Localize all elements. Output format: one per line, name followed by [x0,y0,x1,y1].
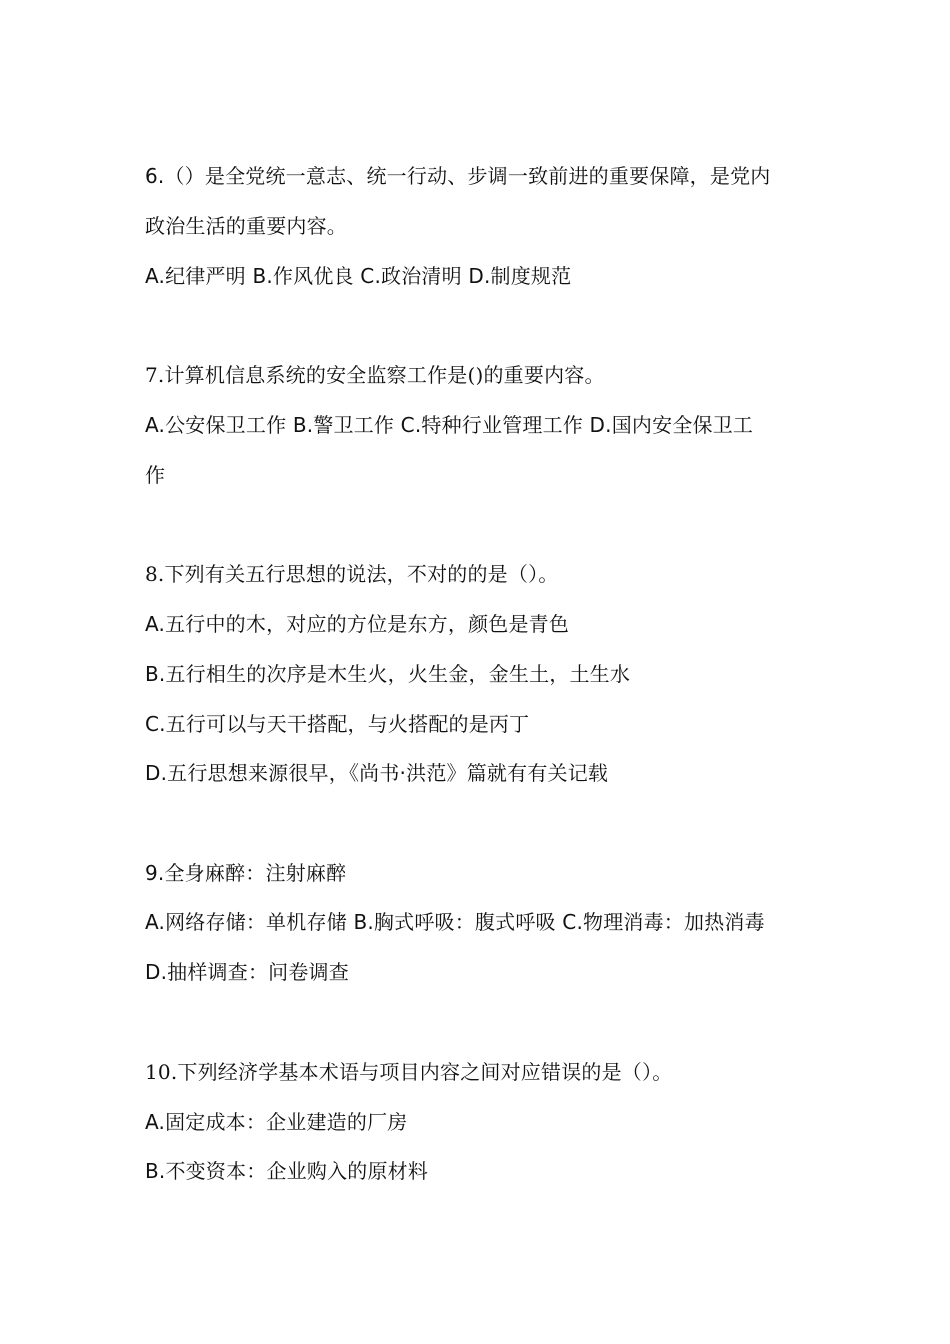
question-9-options-line-2: D.抽样调查：问卷调查 [145,960,349,984]
question-7-stem: 7.计算机信息系统的安全监察工作是()的重要内容。 [145,363,605,387]
question-7-options-line-1: A.公安保卫工作 B.警卫工作 C.特种行业管理工作 D.国内安全保卫工 [145,413,754,437]
question-8-option-c: C.五行可以与天干搭配，与火搭配的是丙丁 [145,712,530,736]
question-8-stem: 8.下列有关五行思想的说法，不对的的是（）。 [145,562,559,586]
question-10-option-a: A.固定成本：企业建造的厂房 [145,1110,408,1134]
question-9-stem: 9.全身麻醉：注射麻醉 [145,861,347,885]
question-8-option-b: B.五行相生的次序是木生火，火生金，金生土，土生水 [145,662,631,686]
question-7-options-line-2: 作 [145,463,166,487]
question-9-options-line-1: A.网络存储：单机存储 B.胸式呼吸：腹式呼吸 C.物理消毒：加热消毒 [145,910,765,934]
question-6-options: A.纪律严明 B.作风优良 C.政治清明 D.制度规范 [145,264,572,288]
question-8-option-d: D.五行思想来源很早，《尚书·洪范》篇就有有关记载 [145,761,609,785]
question-6-stem-line-2: 政治生活的重要内容。 [145,214,347,238]
question-10-stem: 10.下列经济学基本术语与项目内容之间对应错误的是（）。 [145,1060,673,1084]
question-10-option-b: B.不变资本：企业购入的原材料 [145,1159,429,1183]
question-6-stem-line-1: 6.（）是全党统一意志、统一行动、步调一致前进的重要保障，是党内 [145,164,771,188]
question-8-option-a: A.五行中的木，对应的方位是东方，颜色是青色 [145,612,570,636]
